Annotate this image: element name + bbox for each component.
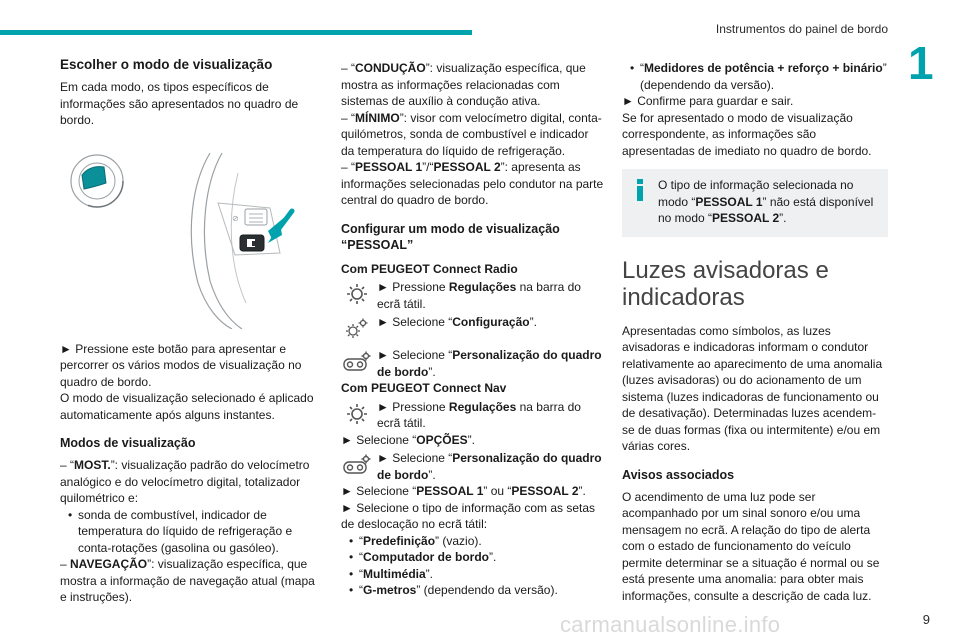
header-accent-bar bbox=[0, 30, 472, 35]
mode-most-bullet: • sonda de combustível, indicador de temperatura do líquido de refrigeração e conta-rotações (gasolina ou gasóleo). bbox=[60, 507, 320, 557]
watermark: carmanualsonline.info bbox=[560, 612, 781, 637]
warning-lights-description: Apresentadas como símbolos, as luzes avisadoras e indicadoras informam o condutor relativamente ao aparecimento de uma anomalia (luzes avisadoras) ou do acionamento de um sistema (luzes indicadoras de funcionamento ou de desativação). Determinadas luzes acendem-se de duas formas (fixa ou intermitente) e/ou em várias cores. bbox=[622, 323, 883, 453]
column-3 bbox=[622, 60, 888, 604]
steering-wheel-illustration bbox=[60, 143, 322, 329]
confirm-step: ► Confirme para guardar e sair. bbox=[622, 94, 794, 108]
press-button-instruction: ► Pressione este botão para apresentar e percorrer os vários modos de visualização no quadro de bordo. bbox=[60, 341, 302, 389]
mode-pessoal: – “PESSOAL 1”/“PESSOAL 2”: apresenta as informações selecionadas pelo condutor na parte central do quadro de bordo. bbox=[341, 160, 604, 207]
mode-conducao: – “CONDUÇÃO”: visualização específica, que mostra as informações relacionadas com sistemas de auxílio à condução ativa. bbox=[341, 61, 586, 108]
avisos-paragraph: O acendimento de uma luz pode ser acompanhado por um sinal sonoro e/ou uma mensagem no ecrã. A relação do tipo de alerta com o estado de funcionamento do veículo permite determinar se a situação é normal ou se está presente uma anomalia: para obter mais informações, consulte a descrição de cada luz. bbox=[622, 489, 880, 603]
chapter-number: 1 bbox=[908, 37, 934, 89]
step-nav-1: ► Pressione Regulações na barra do ecrã tátil. bbox=[341, 398, 605, 432]
option-computador: • “Computador de bordo”. bbox=[341, 549, 605, 566]
column-2 bbox=[341, 60, 605, 599]
mode-minimo: – “MÍNIMO”: visor com velocímetro digital, conta-quilómetros, sonda de combustível e indicador da temperatura do líquido de refrigeração. bbox=[341, 110, 602, 158]
mode-navegacao: – NAVEGAÇÃO”: visualização específica, que mostra a informação de navegação atual (mapa e instruções). bbox=[60, 557, 315, 604]
info-note bbox=[622, 169, 888, 237]
section-heading-configure: Configurar um modo de visualização “PESSOAL” bbox=[341, 221, 560, 252]
auto-apply-note: O modo de visualização selecionado é aplicado automaticamente após alguns instantes. bbox=[60, 391, 314, 422]
section-heading-display-mode: Escolher o modo de visualização bbox=[60, 57, 273, 72]
page-number: 9 bbox=[922, 612, 930, 627]
dashboard-gear-icon bbox=[341, 346, 373, 378]
gears-icon bbox=[341, 313, 373, 345]
step-radio-2: ► Selecione “Configuração”. bbox=[341, 313, 605, 345]
result-paragraph: Se for apresentado o modo de visualização correspondente, as informações são apresentadas de imediato no quadro de bordo. bbox=[622, 110, 872, 158]
intro-paragraph: Em cada modo, os tipos específicos de informações são apresentados no quadro de bordo. bbox=[60, 80, 299, 127]
step-radio-3: ► Selecione “Personalização do quadro de bordo”. bbox=[341, 346, 605, 380]
section-title-warning-lights: Luzes avisadoras e indicadoras bbox=[622, 256, 829, 311]
mode-most: – “MOST.”: visualização padrão do velocímetro analógico e do velocímetro digital, totalizador quilométrico e: bbox=[60, 458, 310, 505]
step-nav-5: ► Selecione o tipo de informação com as setas de deslocação no ecrã tátil: bbox=[341, 500, 596, 531]
info-note-text: O tipo de informação selecionada no modo “PESSOAL 1” não está disponível no modo “PESSOAL 2”. bbox=[658, 178, 874, 225]
option-predefinicao: • “Predefinição” (vazio). bbox=[341, 533, 605, 550]
svg-text:⊘: ⊘ bbox=[232, 213, 239, 223]
gear-icon bbox=[341, 278, 373, 310]
running-header: Instrumentos do painel de bordo bbox=[715, 22, 888, 36]
section-heading-modes: Modos de visualização bbox=[60, 436, 196, 450]
option-medidores: • “Medidores de potência + reforço + binário” (dependendo da versão). bbox=[622, 60, 888, 93]
radio-subheading: Com PEUGEOT Connect Radio bbox=[341, 261, 518, 276]
step-nav-2: ► Selecione “OPÇÕES”. bbox=[341, 432, 475, 447]
nav-subheading: Com PEUGEOT Connect Nav bbox=[341, 381, 507, 395]
step-nav-3: ► Selecione “Personalização do quadro de bordo”. bbox=[341, 449, 605, 483]
dashboard-gear-icon bbox=[341, 449, 373, 481]
option-g-metros: • “G-metros” (dependendo da versão). bbox=[341, 582, 605, 599]
step-radio-1: ► Pressione Regulações na barra do ecrã tátil. bbox=[341, 278, 605, 312]
section-heading-avisos: Avisos associados bbox=[622, 467, 735, 482]
info-icon bbox=[632, 179, 648, 201]
gear-icon bbox=[341, 398, 373, 430]
column-1 bbox=[60, 56, 320, 606]
option-multimedia: • “Multimédia”. bbox=[341, 566, 605, 583]
step-nav-4: ► Selecione “PESSOAL 1” ou “PESSOAL 2”. bbox=[341, 484, 586, 498]
